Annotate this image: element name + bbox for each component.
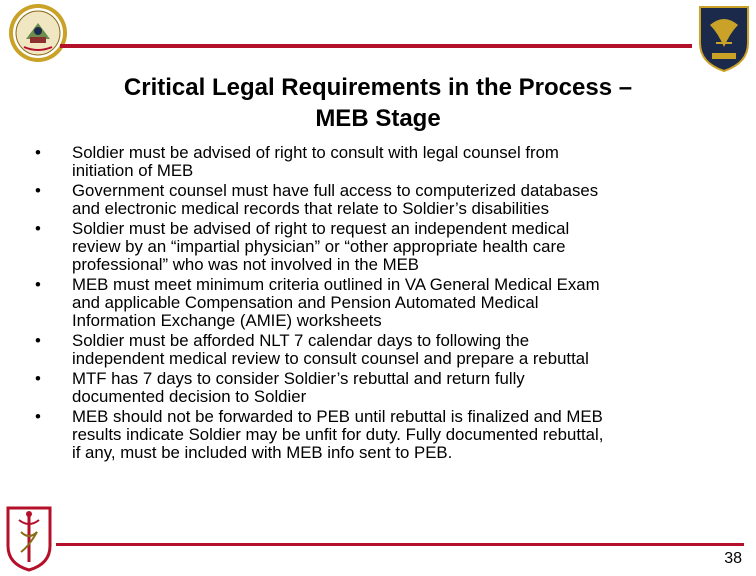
bullet-line: and electronic medical records that relate to Soldier’s disabilities — [72, 198, 549, 218]
bullet-line: results indicate Soldier may be unfit for duty. Fully documented rebuttal, — [72, 424, 604, 444]
bullet-line: if any, must be included with MEB info sent to PEB. — [72, 442, 453, 462]
army-medical-seal-icon — [4, 502, 54, 572]
title-line-1: Critical Legal Requirements in the Process – — [123, 74, 633, 101]
army-seal-icon — [8, 3, 68, 63]
header-rule — [60, 44, 692, 48]
bullet-line: and applicable Compensation and Pension Automated Medical — [72, 292, 539, 312]
bullet-line: Information Exchange (AMIE) worksheets — [72, 310, 382, 330]
title-line-2: MEB Stage — [315, 105, 441, 132]
list-item — [28, 220, 718, 273]
bullet-icon: • — [35, 407, 41, 427]
bullet-line: professional” who was not involved in the MEB — [72, 254, 419, 274]
page-number: 38 — [724, 550, 742, 567]
requirements-list — [28, 144, 718, 464]
bullet-line: initiation of MEB — [72, 160, 194, 180]
bullet-line: Government counsel must have full access to computerized databases — [72, 181, 599, 201]
bullet-icon: • — [35, 143, 41, 162]
bullet-line: review by an “impartial physician” or “other appropriate health care — [72, 236, 566, 256]
bullet-icon: • — [35, 330, 41, 350]
footer-rule — [56, 543, 744, 546]
jag-crest-icon — [696, 3, 752, 73]
bullet-line: Soldier must be advised of right to request an independent medical — [72, 219, 570, 239]
bullet-icon: • — [35, 275, 41, 295]
list-item — [28, 332, 718, 368]
bullet-icon: • — [35, 219, 41, 239]
list-item — [28, 182, 718, 218]
bullet-line: MEB should not be forwarded to PEB until rebuttal is finalized and MEB — [72, 407, 603, 427]
list-item — [28, 370, 718, 406]
bullet-icon: • — [35, 181, 41, 201]
list-item — [28, 144, 718, 180]
bullet-line: independent medical review to consult counsel and prepare a rebuttal — [72, 348, 589, 368]
bullet-line: MEB must meet minimum criteria outlined in VA General Medical Exam — [72, 275, 600, 295]
bullet-icon: • — [35, 369, 41, 389]
bullet-line: documented decision to Soldier — [72, 386, 307, 406]
bullet-line: Soldier must be afforded NLT 7 calendar days to following the — [72, 330, 530, 350]
list-item — [28, 408, 718, 461]
slide-title — [60, 72, 696, 134]
bullet-line: Soldier must be advised of right to consult with legal counsel from — [72, 143, 559, 162]
list-item — [28, 276, 718, 329]
bullet-line: MTF has 7 days to consider Soldier’s rebuttal and return fully — [72, 369, 525, 389]
